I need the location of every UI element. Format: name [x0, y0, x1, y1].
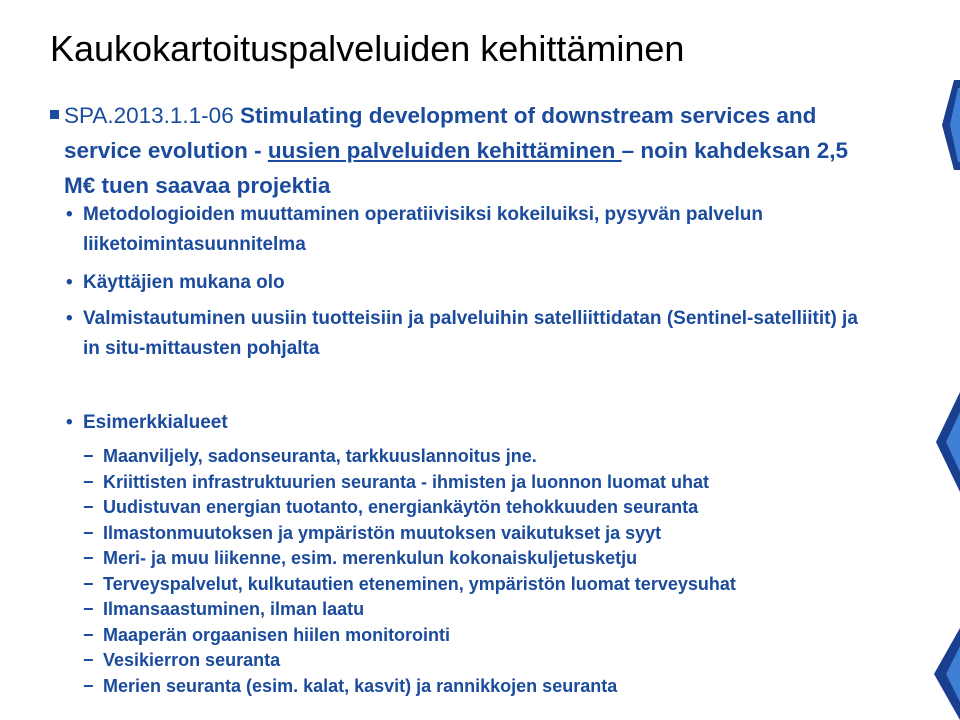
example-text: Ilmastonmuutoksen ja ympäristön muutoksen vaikutukset ja syyt — [103, 523, 662, 543]
bullet-text: Käyttäjien mukana olo — [83, 272, 285, 293]
example-item — [83, 622, 883, 648]
example-text: Uudistuvan energian tuotanto, energiankäytön tehokkuuden seuranta — [103, 497, 699, 517]
project-code: SPA.2013.1.1-06 — [64, 103, 240, 128]
level1-item — [50, 98, 870, 203]
example-item — [83, 596, 883, 622]
bullet-item — [66, 200, 866, 260]
project-subtitle: uusien palveluiden kehittäminen — [267, 138, 622, 163]
example-text: Maanviljely, sadonseuranta, tarkkuuslannoitus jne. — [103, 446, 537, 466]
square-bullet-icon — [50, 110, 59, 119]
bullet-icon: • — [66, 412, 73, 433]
dash-icon: − — [83, 548, 94, 568]
example-item — [83, 520, 883, 546]
project-title: Stimulating development of downstream services and service evolution - — [64, 103, 817, 163]
dash-icon: − — [83, 472, 94, 492]
bullet-icon: • — [66, 204, 73, 225]
bullet-item — [66, 408, 866, 438]
bullet-item — [66, 304, 866, 364]
slide-title: Kaukokartoituspalveluiden kehittäminen — [50, 28, 685, 69]
dash-icon: − — [83, 523, 94, 543]
level1-text — [50, 98, 870, 203]
dash-icon: − — [83, 676, 94, 696]
bullet-item — [66, 268, 866, 298]
project-funding: – noin kahdeksan 2,5 M€ tuen saavaa projektia — [64, 138, 848, 198]
example-item — [83, 545, 883, 571]
example-item — [83, 494, 883, 520]
bullet-text: Esimerkkialueet — [83, 412, 228, 433]
dash-icon: − — [83, 625, 94, 645]
example-text: Terveyspalvelut, kulkutautien eteneminen, ympäristön luomat terveysuhat — [103, 574, 736, 594]
example-text: Merien seuranta (esim. kalat, kasvit) ja rannikkojen seuranta — [103, 676, 618, 696]
dash-icon: − — [83, 446, 94, 466]
chevron-decoration-top — [932, 80, 960, 170]
bullet-icon: • — [66, 308, 73, 329]
bullet-icon: • — [66, 272, 73, 293]
bullet-text: Valmistautuminen uusiin tuotteisiin ja palveluihin satelliittidatan (Sentinel-satelliitit) ja in situ-mittausten pohjalta — [83, 308, 858, 359]
example-item — [83, 443, 883, 469]
dash-icon: − — [83, 650, 94, 670]
dash-icon: − — [83, 497, 94, 517]
example-item — [83, 647, 883, 673]
chevron-decoration-bottom — [926, 628, 960, 720]
example-item — [83, 571, 883, 597]
example-text: Kriittisten infrastruktuurien seuranta - ihmisten ja luonnon luomat uhat — [103, 472, 710, 492]
example-text: Maaperän orgaanisen hiilen monitorointi — [103, 625, 451, 645]
example-item — [83, 673, 883, 699]
example-text: Ilmansaastuminen, ilman laatu — [103, 599, 365, 619]
example-text: Meri- ja muu liikenne, esim. merenkulun kokonaiskuljetusketju — [103, 548, 638, 568]
chevron-decoration-middle — [930, 392, 960, 492]
dash-icon: − — [83, 599, 94, 619]
example-item — [83, 469, 883, 495]
dash-icon: − — [83, 574, 94, 594]
example-text: Vesikierron seuranta — [103, 650, 281, 670]
bullet-text: Metodologioiden muuttaminen operatiivisiksi kokeiluiksi, pysyvän palvelun liiketoimintasuunnitelma — [83, 204, 763, 255]
